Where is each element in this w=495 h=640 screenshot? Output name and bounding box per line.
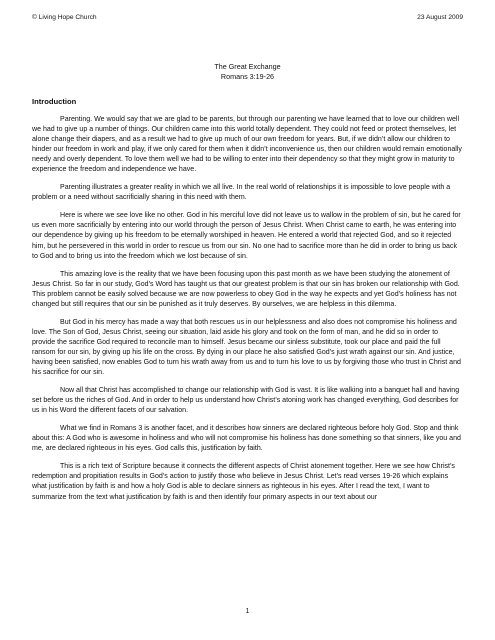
document-body bbox=[32, 97, 463, 511]
header-date: 23 August 2009 bbox=[417, 14, 463, 21]
paragraph: Parenting. We would say that we are glad to be parents, but through our parenting we have learned that to love our children well we had to give up a number of things. Our children came into this world totally dependent. They could not feed or protect themselves, let alone change their diapers, and as a result we had to give up much of our own freedom for years. But, if we didn’t allow our children to hinder our freedom in work and play, if we only cared for them when it didn’t inconvenience us, then our children would remain emotionally needy and overly dependent. To love them well we had to be willing to enter into their dependency so that they might grow in maturity to experience the freedom and independence we have. bbox=[32, 116, 462, 174]
sermon-title: The Great Exchange bbox=[214, 62, 281, 71]
section-heading: Introduction bbox=[32, 97, 77, 106]
page-number: 1 bbox=[245, 608, 250, 615]
sermon-title-block bbox=[0, 62, 495, 82]
paragraph: This amazing love is the reality that we have been focusing upon this past month as we have been studying the atonement of Jesus Christ. So far in our study, God’s Word has taught us that our greatest problem is that our sin has broken our relationship with God. This problem cannot be easily solved because we are now powerless to obey God in the way he expects and yet God’s holiness has not changed but still requires that our sin be punished as it truly deserves. By ourselves, we are helpless in this dilemma. bbox=[32, 270, 460, 308]
page-header bbox=[32, 13, 463, 23]
header-copyright: © Living Hope Church bbox=[32, 14, 97, 21]
scripture-reference: Romans 3:19-26 bbox=[220, 72, 275, 81]
paragraph: But God in his mercy has made a way that both rescues us in our helplessness and also does not compromise his holiness and love. The Son of God, Jesus Christ, seeing our situation, laid aside his glory and took on the form of man, and he did so in order to provide the sacrifice God required to reconcile man to himself. Jesus became our sinless substitute, took our place and paid the full ransom for our sin, by giving up his life on the cross. By dying in our place he also satisfied God’s just wrath against our sin. And justice, having been satisfied, now enables God to turn his wrath away from us and to turn his love to us by forgiving those who trust in Christ and his sacrifice for our sin. bbox=[32, 318, 461, 377]
paragraph: What we find in Romans 3 is another facet, and it describes how sinners are declared righteous before holy God. Stop and think about this: A God who is awesome in holiness and who will not compromise his holiness has done something so that sinners, like you and me, are declared righteous in his eyes. God calls this, justification by faith. bbox=[32, 425, 461, 453]
paragraph: This is a rich text of Scripture because it connects the different aspects of Christ atonement together. Here we see how Christ’s redemption and propitiation results in God’s action to justify those who believe in Jesus Christ. Let’s read verses 19-26 which explains what justification by faith is and how a holy God is able to declare sinners as righteous in his eyes. After I read the text, I want to summarize from the text what justification by faith is and then identify four primary aspects in our text about our bbox=[32, 463, 455, 501]
paragraph: Now all that Christ has accomplished to change our relationship with God is vast. It is like walking into a banquet hall and having set before us the riches of God. And in order to help us understand how Christ’s atoning work has changed everything, God describes for us in his Word the different facets of our salvation. bbox=[32, 387, 460, 415]
paragraph: Parenting illustrates a greater reality in which we all live. In the real world of relationships it is impossible to love people with a problem or a need without sacrificially sharing in this need with them. bbox=[32, 184, 451, 202]
paragraph: Here is where we see love like no other. God in his merciful love did not leave us to wallow in the problem of sin, but he cared for us even more sacrificially by entering into our world through the person of Jesus Christ. When Christ came to earth, he was entering into our dependence by giving up his freedom to be eternally worshiped in heaven. He entered a world that rejected God, and so it rejected him, but he persevered in this world in order to rescue us from our sin. No one had to sacrifice more than he did in order to bring us back to God and to bring us into the freedom which we lost because of sin. bbox=[32, 212, 461, 260]
